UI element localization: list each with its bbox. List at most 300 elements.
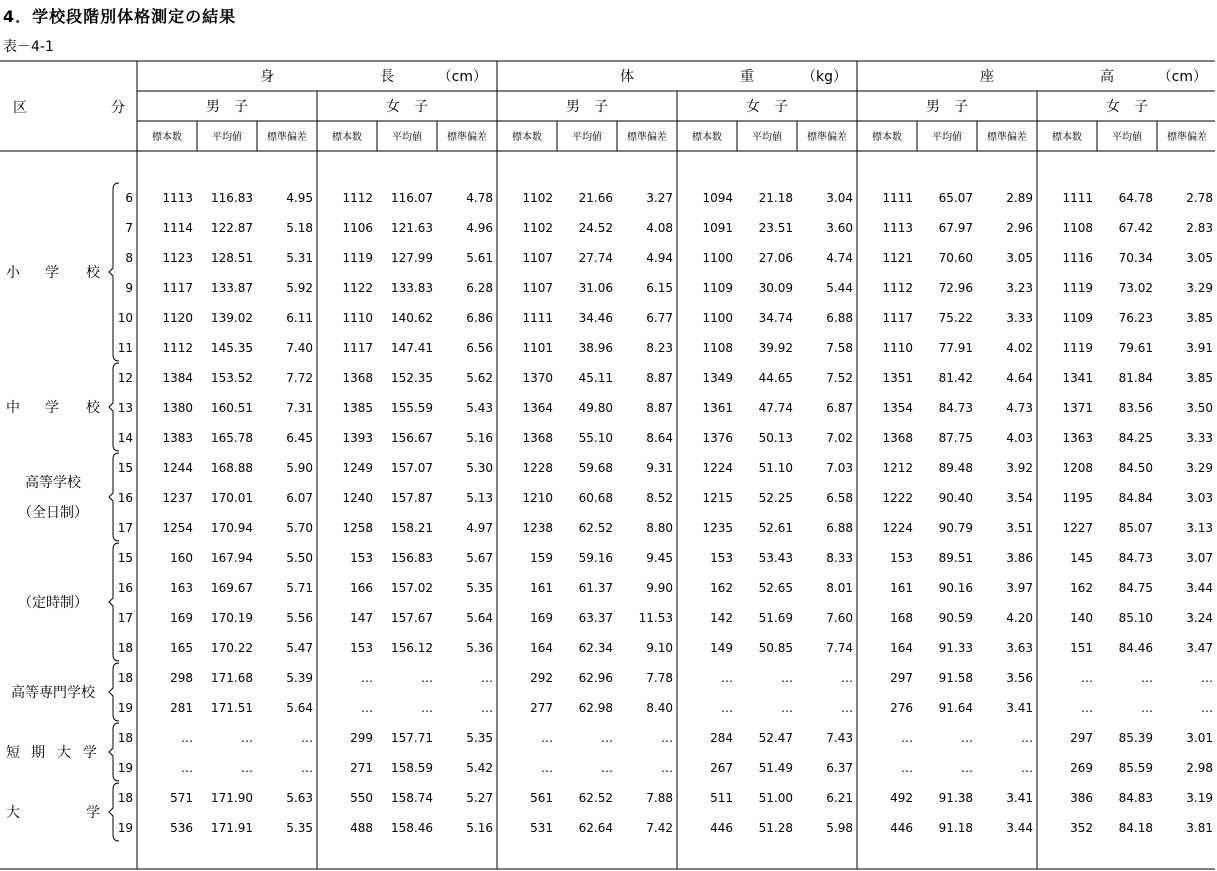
table-cell: 24.52	[578, 221, 613, 235]
table-cell: 7.42	[646, 821, 673, 835]
table-cell: 158.46	[391, 821, 433, 835]
table-cell: 171.68	[211, 671, 253, 685]
table-cell: 1113	[882, 221, 913, 235]
table-cell: 84.46	[1118, 641, 1153, 655]
table-cell: 50.85	[758, 641, 793, 655]
table-cell: 3.81	[1186, 821, 1213, 835]
table-cell: 2.96	[1006, 221, 1033, 235]
table-cell: …	[181, 761, 193, 775]
table-cell: 1119	[1062, 281, 1093, 295]
table-cell: 3.47	[1186, 641, 1213, 655]
header-kubun-char: 区	[13, 100, 27, 116]
table-cell: 171.90	[211, 791, 253, 805]
table-cell: …	[301, 761, 313, 775]
table-cell: …	[421, 671, 433, 685]
table-cell: 3.44	[1186, 581, 1213, 595]
table-cell: 3.85	[1186, 371, 1213, 385]
table-cell: 147	[350, 611, 373, 625]
table-cell: 3.19	[1186, 791, 1213, 805]
table-cell: 5.61	[466, 251, 493, 265]
table-cell: 1351	[882, 371, 913, 385]
table-cell: 5.16	[466, 821, 493, 835]
table-cell: 91.33	[938, 641, 973, 655]
table-cell: 85.39	[1118, 731, 1153, 745]
table-cell: 292	[530, 671, 553, 685]
gender-header: 女 子	[386, 99, 428, 115]
table-cell: …	[241, 731, 253, 745]
table-cell: 164	[530, 641, 553, 655]
table-cell: 156.67	[391, 431, 433, 445]
table-cell: 1249	[342, 461, 373, 475]
table-cell: …	[901, 761, 913, 775]
table-cell: 7.88	[646, 791, 673, 805]
table-cell: 5.13	[466, 491, 493, 505]
stat-header: 平均値	[212, 132, 242, 143]
table-cell: 571	[170, 791, 193, 805]
stat-header: 平均値	[932, 132, 962, 143]
table-cell: 1238	[522, 521, 553, 535]
table-cell: 72.96	[938, 281, 973, 295]
table-cell: 3.05	[1186, 251, 1213, 265]
table-cell: 1258	[342, 521, 373, 535]
table-cell: 6.15	[646, 281, 673, 295]
age-label: 15	[117, 551, 133, 565]
table-cell: 284	[710, 731, 733, 745]
measure-header-char: 座	[980, 69, 994, 85]
table-cell: 4.03	[1006, 431, 1033, 445]
table-cell: 5.67	[466, 551, 493, 565]
table-cell: 1112	[342, 191, 373, 205]
table-cell: 9.10	[646, 641, 673, 655]
table-cell: 492	[890, 791, 913, 805]
table-cell: …	[1141, 701, 1153, 715]
table-cell: 121.63	[391, 221, 433, 235]
table-cell: 3.33	[1006, 311, 1033, 325]
table-cell: 84.73	[1118, 551, 1153, 565]
table-cell: 1102	[522, 191, 553, 205]
group-label: 学	[45, 400, 59, 416]
group-label: 学	[83, 745, 97, 761]
table-cell: …	[1201, 671, 1213, 685]
table-cell: 4.20	[1006, 611, 1033, 625]
table-cell: …	[1141, 671, 1153, 685]
table-cell: …	[661, 761, 673, 775]
table-cell: 1380	[162, 401, 193, 415]
table-cell: 151	[1070, 641, 1093, 655]
table-cell: 91.58	[938, 671, 973, 685]
table-cell: 38.96	[578, 341, 613, 355]
table-cell: 55.10	[578, 431, 613, 445]
table-cell: 84.18	[1118, 821, 1153, 835]
table-cell: 59.68	[578, 461, 613, 475]
table-cell: 7.43	[826, 731, 853, 745]
table-cell: 168	[890, 611, 913, 625]
age-label: 12	[117, 371, 133, 385]
measure-header-char: 重	[740, 69, 754, 85]
table-cell: …	[781, 701, 793, 715]
table-cell: 531	[530, 821, 553, 835]
table-cell: 3.27	[646, 191, 673, 205]
table-cell: 4.78	[466, 191, 493, 205]
table-cell: 7.60	[826, 611, 853, 625]
table-cell: 60.68	[578, 491, 613, 505]
table-cell: …	[721, 701, 733, 715]
table-cell: 3.41	[1006, 791, 1033, 805]
table-cell: 169.67	[211, 581, 253, 595]
table-cell: …	[1081, 701, 1093, 715]
table-cell: 1111	[882, 191, 913, 205]
table-cell: 8.23	[646, 341, 673, 355]
table-cell: 276	[890, 701, 913, 715]
table-cell: 1349	[702, 371, 733, 385]
table-cell: 1195	[1062, 491, 1093, 505]
stat-header: 標本数	[512, 132, 542, 143]
table-cell: 90.16	[938, 581, 973, 595]
table-cell: 5.56	[286, 611, 313, 625]
table-cell: 3.50	[1186, 401, 1213, 415]
table-cell: 5.63	[286, 791, 313, 805]
gender-header: 男 子	[206, 99, 248, 115]
table-cell: 163	[170, 581, 193, 595]
table-cell: 77.91	[938, 341, 973, 355]
table-cell: 7.02	[826, 431, 853, 445]
table-cell: 70.34	[1118, 251, 1153, 265]
table-cell: 6.88	[826, 521, 853, 535]
gender-header: 女 子	[746, 99, 788, 115]
table-cell: 51.10	[758, 461, 793, 475]
table-cell: 81.42	[938, 371, 973, 385]
table-cell: 85.07	[1118, 521, 1153, 535]
table-cell: 79.61	[1118, 341, 1153, 355]
table-cell: 1108	[1062, 221, 1093, 235]
table-cell: 1109	[702, 281, 733, 295]
table-cell: 1113	[162, 191, 193, 205]
table-cell: 23.51	[758, 221, 793, 235]
table-cell: 87.75	[938, 431, 973, 445]
table-cell: 5.35	[466, 581, 493, 595]
table-cell: …	[301, 731, 313, 745]
table-cell: 488	[350, 821, 373, 835]
table-cell: 76.23	[1118, 311, 1153, 325]
table-cell: 8.40	[646, 701, 673, 715]
table-cell: 1383	[162, 431, 193, 445]
table-cell: 133.87	[211, 281, 253, 295]
table-cell: 1244	[162, 461, 193, 475]
table-cell: 5.62	[466, 371, 493, 385]
table-cell: 153	[350, 641, 373, 655]
age-label: 18	[117, 731, 133, 745]
table-cell: 536	[170, 821, 193, 835]
table-cell: 4.95	[286, 191, 313, 205]
age-label: 19	[117, 821, 133, 835]
table-cell: 171.91	[211, 821, 253, 835]
table-cell: 5.18	[286, 221, 313, 235]
table-cell: …	[721, 671, 733, 685]
table-cell: 6.56	[466, 341, 493, 355]
table-cell: 84.83	[1118, 791, 1153, 805]
table-cell: 3.29	[1186, 281, 1213, 295]
table-cell: …	[481, 671, 493, 685]
table-cell: 63.37	[578, 611, 613, 625]
table-cell: 6.86	[466, 311, 493, 325]
table-cell: 162	[1070, 581, 1093, 595]
table-cell: 4.02	[1006, 341, 1033, 355]
table-cell: 162	[710, 581, 733, 595]
table-cell: 1094	[702, 191, 733, 205]
age-label: 17	[117, 521, 133, 535]
table-cell: 153	[710, 551, 733, 565]
table-cell: 5.16	[466, 431, 493, 445]
table-cell: 1368	[342, 371, 373, 385]
table-cell: 85.10	[1118, 611, 1153, 625]
table-cell: 30.09	[758, 281, 793, 295]
age-label: 15	[117, 461, 133, 475]
group-label: 期	[31, 745, 45, 761]
table-cell: 31.06	[578, 281, 613, 295]
table-cell: 4.97	[466, 521, 493, 535]
table-cell: 62.34	[578, 641, 613, 655]
table-cell: 158.59	[391, 761, 433, 775]
age-label: 8	[125, 251, 133, 265]
table-cell: 511	[710, 791, 733, 805]
table-cell: 6.07	[286, 491, 313, 505]
table-cell: 8.52	[646, 491, 673, 505]
table-cell: 3.60	[826, 221, 853, 235]
table-cell: …	[1021, 731, 1033, 745]
stat-header: 平均値	[1112, 132, 1142, 143]
table-cell: …	[1201, 701, 1213, 715]
table-cell: 170.94	[211, 521, 253, 535]
table-cell: 52.65	[758, 581, 793, 595]
table-cell: 5.71	[286, 581, 313, 595]
table-cell: 1120	[162, 311, 193, 325]
table-cell: 85.59	[1118, 761, 1153, 775]
table-cell: 1109	[1062, 311, 1093, 325]
table-cell: 5.36	[466, 641, 493, 655]
group-label: 学	[45, 265, 59, 281]
stat-header: 標準偏差	[447, 132, 487, 143]
table-cell: 153.52	[211, 371, 253, 385]
table-cell: 161	[530, 581, 553, 595]
table-cell: 1212	[882, 461, 913, 475]
age-label: 19	[117, 761, 133, 775]
table-cell: 1100	[702, 311, 733, 325]
table-cell: 168.88	[211, 461, 253, 475]
table-cell: 1341	[1062, 371, 1093, 385]
age-label: 10	[117, 311, 133, 325]
table-cell: 4.94	[646, 251, 673, 265]
gender-header: 女 子	[1106, 99, 1148, 115]
group-label: 大	[57, 745, 71, 761]
group-label: 小	[6, 265, 20, 281]
group-label: 学	[86, 805, 100, 821]
stat-header: 標本数	[332, 132, 362, 143]
table-cell: 1354	[882, 401, 913, 415]
table-cell: 1393	[342, 431, 373, 445]
table-cell: 52.47	[758, 731, 793, 745]
table-cell: 62.98	[578, 701, 613, 715]
group-label: 中	[6, 400, 20, 416]
table-cell: …	[1021, 761, 1033, 775]
table-cell: …	[961, 761, 973, 775]
table-cell: 27.74	[578, 251, 613, 265]
table-cell: …	[661, 731, 673, 745]
table-cell: 51.69	[758, 611, 793, 625]
table-cell: 1215	[702, 491, 733, 505]
table-cell: 3.24	[1186, 611, 1213, 625]
stat-header: 標準偏差	[627, 132, 667, 143]
table-cell: 1370	[522, 371, 553, 385]
age-label: 6	[125, 191, 133, 205]
table-cell: 299	[350, 731, 373, 745]
measure-header-char: 高	[1100, 69, 1114, 85]
table-cell: 8.64	[646, 431, 673, 445]
table-cell: 6.58	[826, 491, 853, 505]
group-label: （全日制）	[18, 505, 88, 521]
table-cell: 1361	[702, 401, 733, 415]
table-cell: 8.87	[646, 371, 673, 385]
table-cell: 160.51	[211, 401, 253, 415]
table-cell: 3.63	[1006, 641, 1033, 655]
table-cell: …	[901, 731, 913, 745]
table-cell: 165	[170, 641, 193, 655]
table-cell: 2.98	[1186, 761, 1213, 775]
table-cell: 51.00	[758, 791, 793, 805]
data-table	[0, 60, 1217, 871]
table-cell: 52.25	[758, 491, 793, 505]
table-cell: 8.33	[826, 551, 853, 565]
table-cell: 133.83	[391, 281, 433, 295]
table-cell: 62.64	[578, 821, 613, 835]
table-cell: 1091	[702, 221, 733, 235]
table-cell: 1228	[522, 461, 553, 475]
page-title: 4．学校段階別体格測定の結果	[3, 7, 237, 26]
table-cell: 5.39	[286, 671, 313, 685]
age-label: 16	[117, 581, 133, 595]
table-cell: …	[481, 701, 493, 715]
table-cell: 1364	[522, 401, 553, 415]
table-cell: 21.66	[578, 191, 613, 205]
table-cell: 49.80	[578, 401, 613, 415]
table-cell: 1235	[702, 521, 733, 535]
table-cell: 1371	[1062, 401, 1093, 415]
table-cell: 6.21	[826, 791, 853, 805]
table-cell: 1240	[342, 491, 373, 505]
table-cell: 5.64	[286, 701, 313, 715]
table-cell: 4.96	[466, 221, 493, 235]
measure-header-char: 長	[380, 69, 394, 85]
age-label: 18	[117, 641, 133, 655]
table-cell: …	[541, 731, 553, 745]
table-cell: 7.40	[286, 341, 313, 355]
table-caption: 表－4-1	[3, 39, 54, 55]
table-cell: 1208	[1062, 461, 1093, 475]
table-cell: 169	[530, 611, 553, 625]
table-cell: 5.47	[286, 641, 313, 655]
table-cell: 1224	[702, 461, 733, 475]
stat-header: 標本数	[152, 132, 182, 143]
table-cell: 298	[170, 671, 193, 685]
table-cell: 1114	[162, 221, 193, 235]
table-cell: 160	[170, 551, 193, 565]
table-cell: 84.50	[1118, 461, 1153, 475]
table-cell: 1227	[1062, 521, 1093, 535]
table-cell: 157.07	[391, 461, 433, 475]
measure-unit: （cm）	[1157, 69, 1207, 85]
table-cell: 145.35	[211, 341, 253, 355]
table-cell: 3.85	[1186, 311, 1213, 325]
table-cell: 7.31	[286, 401, 313, 415]
stat-header: 標準偏差	[1167, 132, 1207, 143]
table-cell: 61.37	[578, 581, 613, 595]
table-cell: 156.12	[391, 641, 433, 655]
table-cell: 47.74	[758, 401, 793, 415]
table-cell: 1101	[522, 341, 553, 355]
table-cell: 50.13	[758, 431, 793, 445]
table-cell: 5.35	[286, 821, 313, 835]
table-cell: 67.42	[1118, 221, 1153, 235]
table-cell: 21.18	[758, 191, 793, 205]
table-cell: 5.98	[826, 821, 853, 835]
table-cell: 116.83	[211, 191, 253, 205]
table-cell: 3.92	[1006, 461, 1033, 475]
table-cell: 147.41	[391, 341, 433, 355]
gender-header: 男 子	[926, 99, 968, 115]
table-cell: 142	[710, 611, 733, 625]
table-cell: 27.06	[758, 251, 793, 265]
table-cell: 4.08	[646, 221, 673, 235]
table-cell: 45.11	[578, 371, 613, 385]
stat-header: 平均値	[392, 132, 422, 143]
table-cell: 7.03	[826, 461, 853, 475]
table-cell: 1222	[882, 491, 913, 505]
table-cell: 1384	[162, 371, 193, 385]
table-cell: 7.72	[286, 371, 313, 385]
table-cell: 6.88	[826, 311, 853, 325]
table-cell: 167.94	[211, 551, 253, 565]
table-cell: 3.44	[1006, 821, 1033, 835]
table-cell: 3.29	[1186, 461, 1213, 475]
table-cell: 1210	[522, 491, 553, 505]
table-cell: 170.01	[211, 491, 253, 505]
table-cell: 297	[1070, 731, 1093, 745]
table-cell: 1112	[162, 341, 193, 355]
table-cell: 1119	[342, 251, 373, 265]
table-cell: …	[541, 761, 553, 775]
table-cell: 3.03	[1186, 491, 1213, 505]
table-cell: 3.41	[1006, 701, 1033, 715]
table-cell: 1237	[162, 491, 193, 505]
table-cell: 127.99	[391, 251, 433, 265]
table-cell: 52.61	[758, 521, 793, 535]
age-label: 18	[117, 671, 133, 685]
age-label: 9	[125, 281, 133, 295]
table-cell: 152.35	[391, 371, 433, 385]
table-cell: 5.43	[466, 401, 493, 415]
table-cell: 7.58	[826, 341, 853, 355]
measure-header-char: 身	[260, 69, 274, 85]
table-cell: 1110	[342, 311, 373, 325]
table-cell: 166	[350, 581, 373, 595]
table-cell: 2.78	[1186, 191, 1213, 205]
table-cell: 140	[1070, 611, 1093, 625]
age-label: 13	[117, 401, 133, 415]
table-cell: 70.60	[938, 251, 973, 265]
table-cell: 157.67	[391, 611, 433, 625]
table-cell: 9.31	[646, 461, 673, 475]
table-cell: 1100	[702, 251, 733, 265]
stat-header: 平均値	[572, 132, 602, 143]
